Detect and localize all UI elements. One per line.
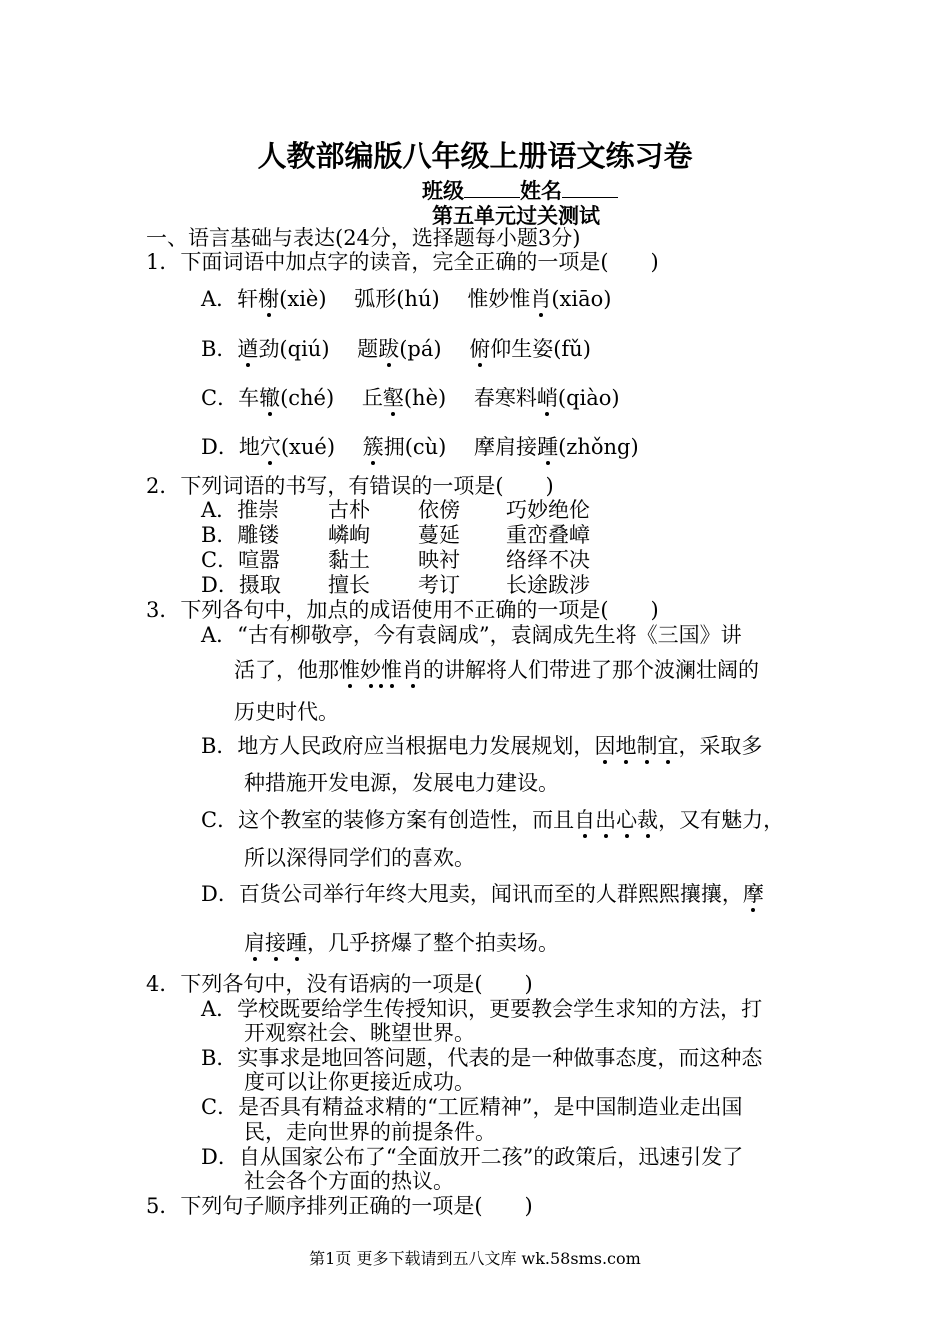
section-heading: 一、语言基础与表达(24分，选择题每小题3分)	[146, 226, 581, 250]
question-2-stem: 2．下列词语的书写，有错误的一项是( )	[146, 474, 554, 498]
q3-option-b-line1: B．地方人民政府应当根据电力发展规划，因地制宜，采取多	[201, 734, 763, 758]
q1-option-c: C．车辙(ché) 丘壑(hè) 春寒料峭(qiào)	[201, 386, 620, 410]
q3-option-d-line1: D．百货公司举行年终大甩卖，闻讯而至的人群熙熙攘攘，摩	[201, 882, 764, 906]
dotted-char: 惟	[339, 658, 360, 682]
q4-option-d-line2: 社会各个方面的热议。	[244, 1169, 454, 1193]
q4-option-a-line1: A．学校既要给学生传授知识，更要教会学生求知的方法，打	[201, 997, 763, 1021]
q3-option-a-line1: A．“古有柳敬亭，今有袁阔成”，袁阔成先生将《三国》讲	[201, 623, 742, 647]
q4-option-c-line1: C．是否具有精益求精的“工匠精神”，是中国制造业走出国	[201, 1095, 743, 1119]
dotted-char: 惟	[381, 658, 402, 682]
q3-option-a-line3: 历史时代。	[234, 700, 339, 724]
q2-option-c: C．喧嚣 黏土 映衬 络绎不决	[201, 548, 590, 572]
dotted-char: 心	[616, 808, 638, 832]
dotted-char: 踵	[537, 435, 559, 459]
dotted-char: 肖	[530, 287, 552, 311]
dotted-char: 自	[574, 808, 596, 832]
q3-option-c-line1: C．这个教室的装修方案有创造性，而且自出心裁，又有魅力，	[201, 808, 785, 832]
dotted-char: 妙	[360, 658, 381, 682]
dotted-idiom	[594, 734, 678, 758]
dotted-char: 因	[594, 734, 616, 758]
dotted-char: 肖	[402, 658, 423, 682]
page-footer: 第1页 更多下载请到五八文库 wk.58sms.com	[309, 1249, 641, 1268]
q1-option-d: D．地穴(xué) 簇拥(cù) 摩肩接踵(zhǒng)	[201, 435, 639, 459]
class-label: 班级	[422, 178, 464, 203]
dotted-char: 制	[636, 734, 658, 758]
dotted-idiom	[244, 931, 307, 955]
q2-option-a: A．推崇 古朴 依傍 巧妙绝伦	[201, 498, 590, 522]
question-5-stem: 5．下列句子顺序排列正确的一项是( )	[146, 1194, 533, 1218]
question-1-stem: 1．下面词语中加点字的读音，完全正确的一项是( )	[146, 250, 659, 274]
dotted-char: 穴	[259, 435, 281, 459]
q3-option-b-line2: 种措施开发电源，发展电力建设。	[244, 771, 559, 795]
question-4-stem: 4．下列各句中，没有语病的一项是( )	[146, 972, 533, 996]
dotted-char: 遒	[237, 337, 259, 361]
dotted-char: 俯	[469, 337, 491, 361]
dotted-char: 峭	[536, 386, 558, 410]
q3-option-a-line2: 活了，他那惟妙惟肖的讲解将人们带进了那个波澜壮阔的	[234, 658, 759, 682]
dotted-char: 摩	[742, 882, 764, 906]
page-title: 人教部编版八年级上册语文练习卷	[257, 139, 693, 173]
q4-option-b-line2: 度可以让你更接近成功。	[244, 1070, 475, 1094]
q4-option-c-line2: 民，走向世界的前提条件。	[244, 1120, 496, 1144]
unit-title: 第五单元过关测试	[432, 203, 600, 228]
dotted-char: 地	[615, 734, 637, 758]
dotted-char: 壑	[382, 386, 404, 410]
dotted-idiom	[574, 808, 658, 832]
dotted-char: 榭	[258, 287, 280, 311]
name-label: 姓名	[520, 178, 562, 203]
q2-option-b: B．雕镂 嶙峋 蔓延 重峦叠嶂	[201, 523, 590, 547]
dotted-char: 出	[595, 808, 617, 832]
q1-option-b: B．遒劲(qiú) 题跋(pá) 俯仰生姿(fǔ)	[201, 337, 591, 361]
dotted-char: 跋	[378, 337, 400, 361]
dotted-char: 簇	[362, 435, 384, 459]
dotted-char: 踵	[286, 931, 307, 955]
class-blank	[464, 179, 520, 198]
question-3-stem: 3．下列各句中，加点的成语使用不正确的一项是( )	[146, 598, 659, 622]
dotted-char: 肩	[244, 931, 265, 955]
q1-option-a: A．轩榭(xiè) 弧形(hú) 惟妙惟肖(xiāo)	[201, 287, 612, 311]
dotted-char: 宜	[657, 734, 679, 758]
q4-option-d-line1: D．自从国家公布了“全面放开二孩”的政策后，迅速引发了	[201, 1145, 744, 1169]
q4-option-b-line1: B．实事求是地回答问题，代表的是一种做事态度，而这种态	[201, 1046, 763, 1070]
q3-option-d-line2: 肩接踵，几乎挤爆了整个拍卖场。	[244, 931, 559, 955]
q2-option-d: D．摄取 擅长 考订 长途跋涉	[201, 573, 590, 597]
q4-option-a-line2: 开观察社会、眺望世界。	[244, 1021, 475, 1045]
dotted-idiom	[339, 658, 423, 682]
dotted-char: 辙	[259, 386, 281, 410]
dotted-char: 接	[265, 931, 286, 955]
name-blank	[562, 179, 618, 198]
q3-option-c-line2: 所以深得同学们的喜欢。	[244, 846, 475, 870]
dotted-char: 裁	[637, 808, 659, 832]
